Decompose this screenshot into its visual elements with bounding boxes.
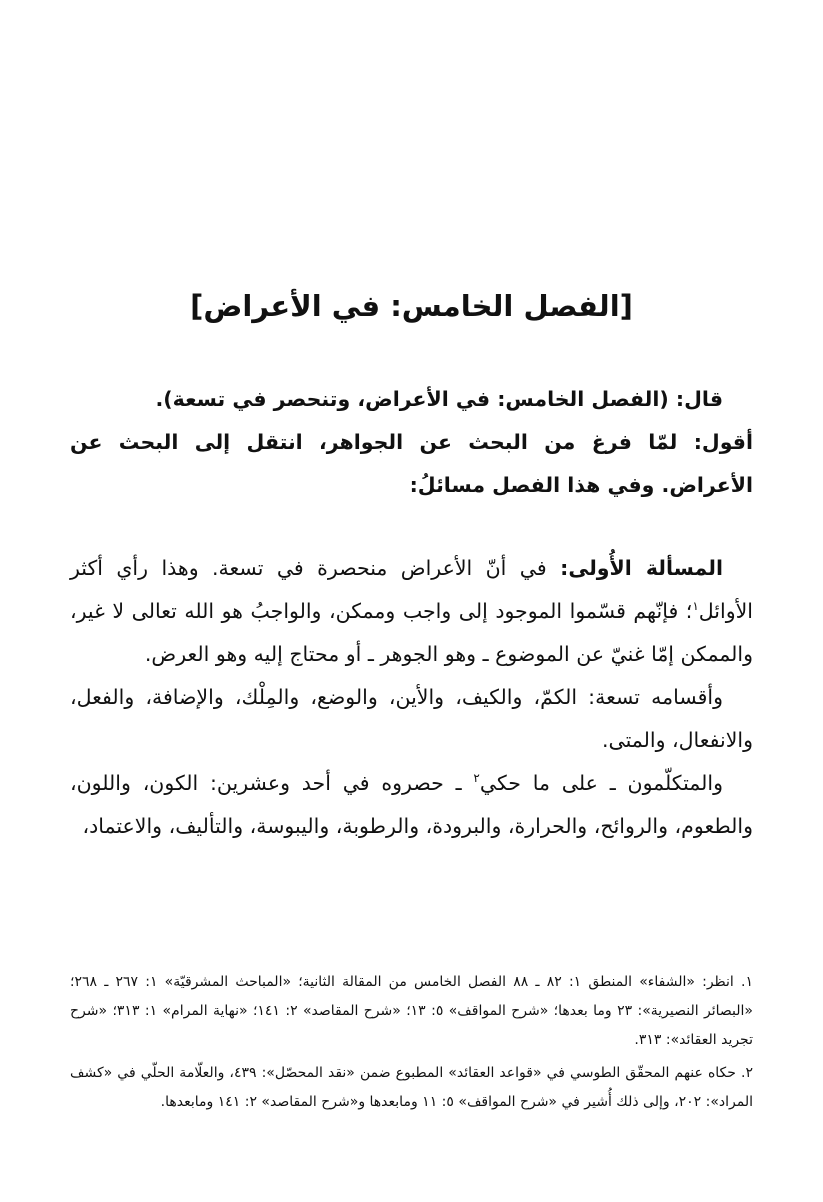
theologians-text-2: ـ حصروه في أحد وعشرين: الكون، واللون، والطعوم، والروائح، والحرارة، والبرودة، والرطوبة، واليبوسة، والتأليف، والاعتماد، <box>70 771 753 838</box>
said-label: قال: <box>675 387 723 411</box>
footnotes <box>70 968 753 1121</box>
theologians-text-1: والمتكلّمون ـ على ما حكي <box>479 771 723 795</box>
footnote-ref-2: ٢ <box>473 771 480 786</box>
footnote-1: ١. انظر: «الشفاء» المنطق ١: ٨٢ ـ ٨٨ الفصل الخامس من المقالة الثانية؛ «المباحث المشرقيّة» ١: ٢٦٧ ـ ٢٦٨؛ «البصائر النصيرية»: ٢٣ وما بعدها؛ «شرح المواقف» ٥: ١٣؛ «شرح المقاصد» ٢: ١٤١؛ «نهاية المرام» ١: ٣١٣؛ «شرح تجريد العقائد»: ٣١٣. <box>70 974 754 1048</box>
issue-one-text-1: في أنّ الأعراض منحصرة في تسعة. وهذا رأي أكثر الأوائل <box>70 556 753 623</box>
theologians-paragraph <box>70 762 753 848</box>
said-text: (الفصل الخامس: في الأعراض، وتنحصر في تسعة). <box>155 387 676 411</box>
categories-paragraph: وأقسامه تسعة: الكمّ، والكيف، والأين، والوضع، والمِلْك، والإضافة، والفعل، والانفعال، والمتى. <box>70 685 753 752</box>
issue-one-paragraph <box>70 547 753 676</box>
main-text <box>70 378 753 848</box>
say-label: أقول: <box>693 430 753 454</box>
say-text: لمّا فرغ من البحث عن الجواهر، انتقل إلى البحث عن الأعراض. وفي هذا الفصل مسائلُ: <box>70 430 753 497</box>
book-page <box>70 0 753 1202</box>
section-gap <box>70 507 753 547</box>
intro-said <box>70 378 753 421</box>
issue-one-label: المسألة الأُولى: <box>560 556 723 580</box>
intro-say <box>70 421 753 507</box>
issue-one-text-2: ؛ فإنّهم قسّموا الموجود إلى واجب وممكن، والواجبُ هو الله تعالى لا غير، والممكن إمّا غنيّ عن الموضوع ـ وهو الجوهر ـ أو محتاج إليه وهو العرض. <box>70 599 753 666</box>
footnote-ref-1: ١ <box>692 599 699 614</box>
footnote-2: ٢. حكاه عنهم المحقّق الطوسي في «قواعد العقائد» المطبوع ضمن «نقد المحصّل»: ٤٣٩، والعلّامة الحلّي في «كشف المراد»: ٢٠٢، وإلى ذلك أُشير في «شرح المواقف» ٥: ١١ ومابعدها و«شرح المقاصد» ٢: ١٤١ ومابعدها. <box>70 1065 753 1110</box>
chapter-title: [الفصل الخامس: في الأعراض] <box>190 289 633 323</box>
